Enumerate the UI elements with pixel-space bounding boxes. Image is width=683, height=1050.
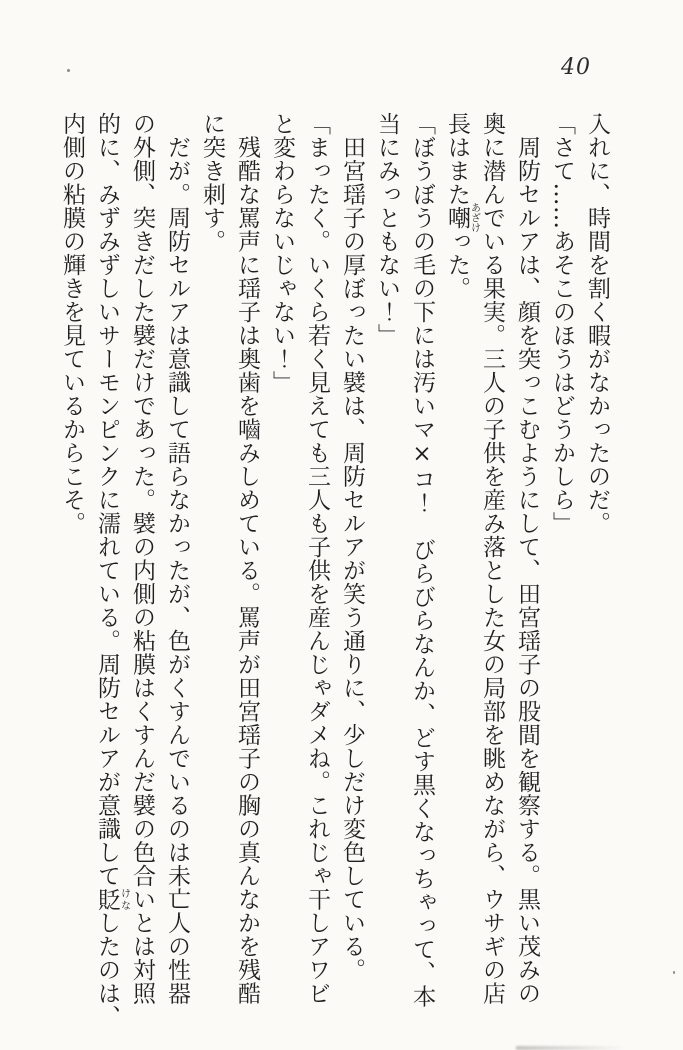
ruby-annotated-kanji: 貶けな [94, 887, 130, 911]
paragraph: 入れに、時間を割く暇がなかったのだ。 [584, 112, 610, 535]
paragraph: 「さて……あそこのほうはどうかしら」 [549, 112, 575, 535]
paragraph: 残酷な罵声に瑶子は奥歯を嚙みしめている。罵声が田宮瑶子の胸の真んなかを残酷 に突き刺す。 [199, 112, 260, 1005]
scan-edge-shadow [516, 1046, 626, 1050]
paragraph: 周防セルアは、顔を突っこむようにして、田宮瑶子の股間を観察する。黒い茂みの 奥に潜んでいる果実。三人の子供を産み落とした女の局部を眺めながら、ウサギの店 長はまた嘲あざけった。 [444, 112, 540, 1005]
ruby-annotated-kanji: 嘲あざけ [444, 202, 480, 233]
paragraph: 「ぼうぼうの毛の下には汚いマ×コ！ びらびらなんか、どす黒くなっちゃって、本 当にみっともない！」 [374, 112, 435, 1008]
scan-speck [673, 971, 675, 974]
paragraph: だが。周防セルアは意識して語らなかったが、色がくすんでいるのは未亡人の性器 の外側、突きだした襞だけであった。襞の内側の粘膜はくすんだ襞の色合いとは対照 的に、みずみずしいサーモンピンクに濡れている。周防セルアが意識して貶けなしたのは、 内側の粘膜の輝きを見ているからこそ。 [59, 112, 190, 1029]
novel-text-block [50, 112, 614, 1046]
scan-speck [67, 69, 70, 72]
paragraph: 「まったく。いくら若く見えても三人も子供を産んじゃダメね。これじゃ干しアワビ と変わらないじゃない！」 [269, 112, 330, 1005]
page-number: 40 [561, 55, 591, 80]
paragraph: 田宮瑶子の厚ぼったい襞は、周防セルアが笑う通りに、少しだけ変色している。 [339, 112, 365, 982]
